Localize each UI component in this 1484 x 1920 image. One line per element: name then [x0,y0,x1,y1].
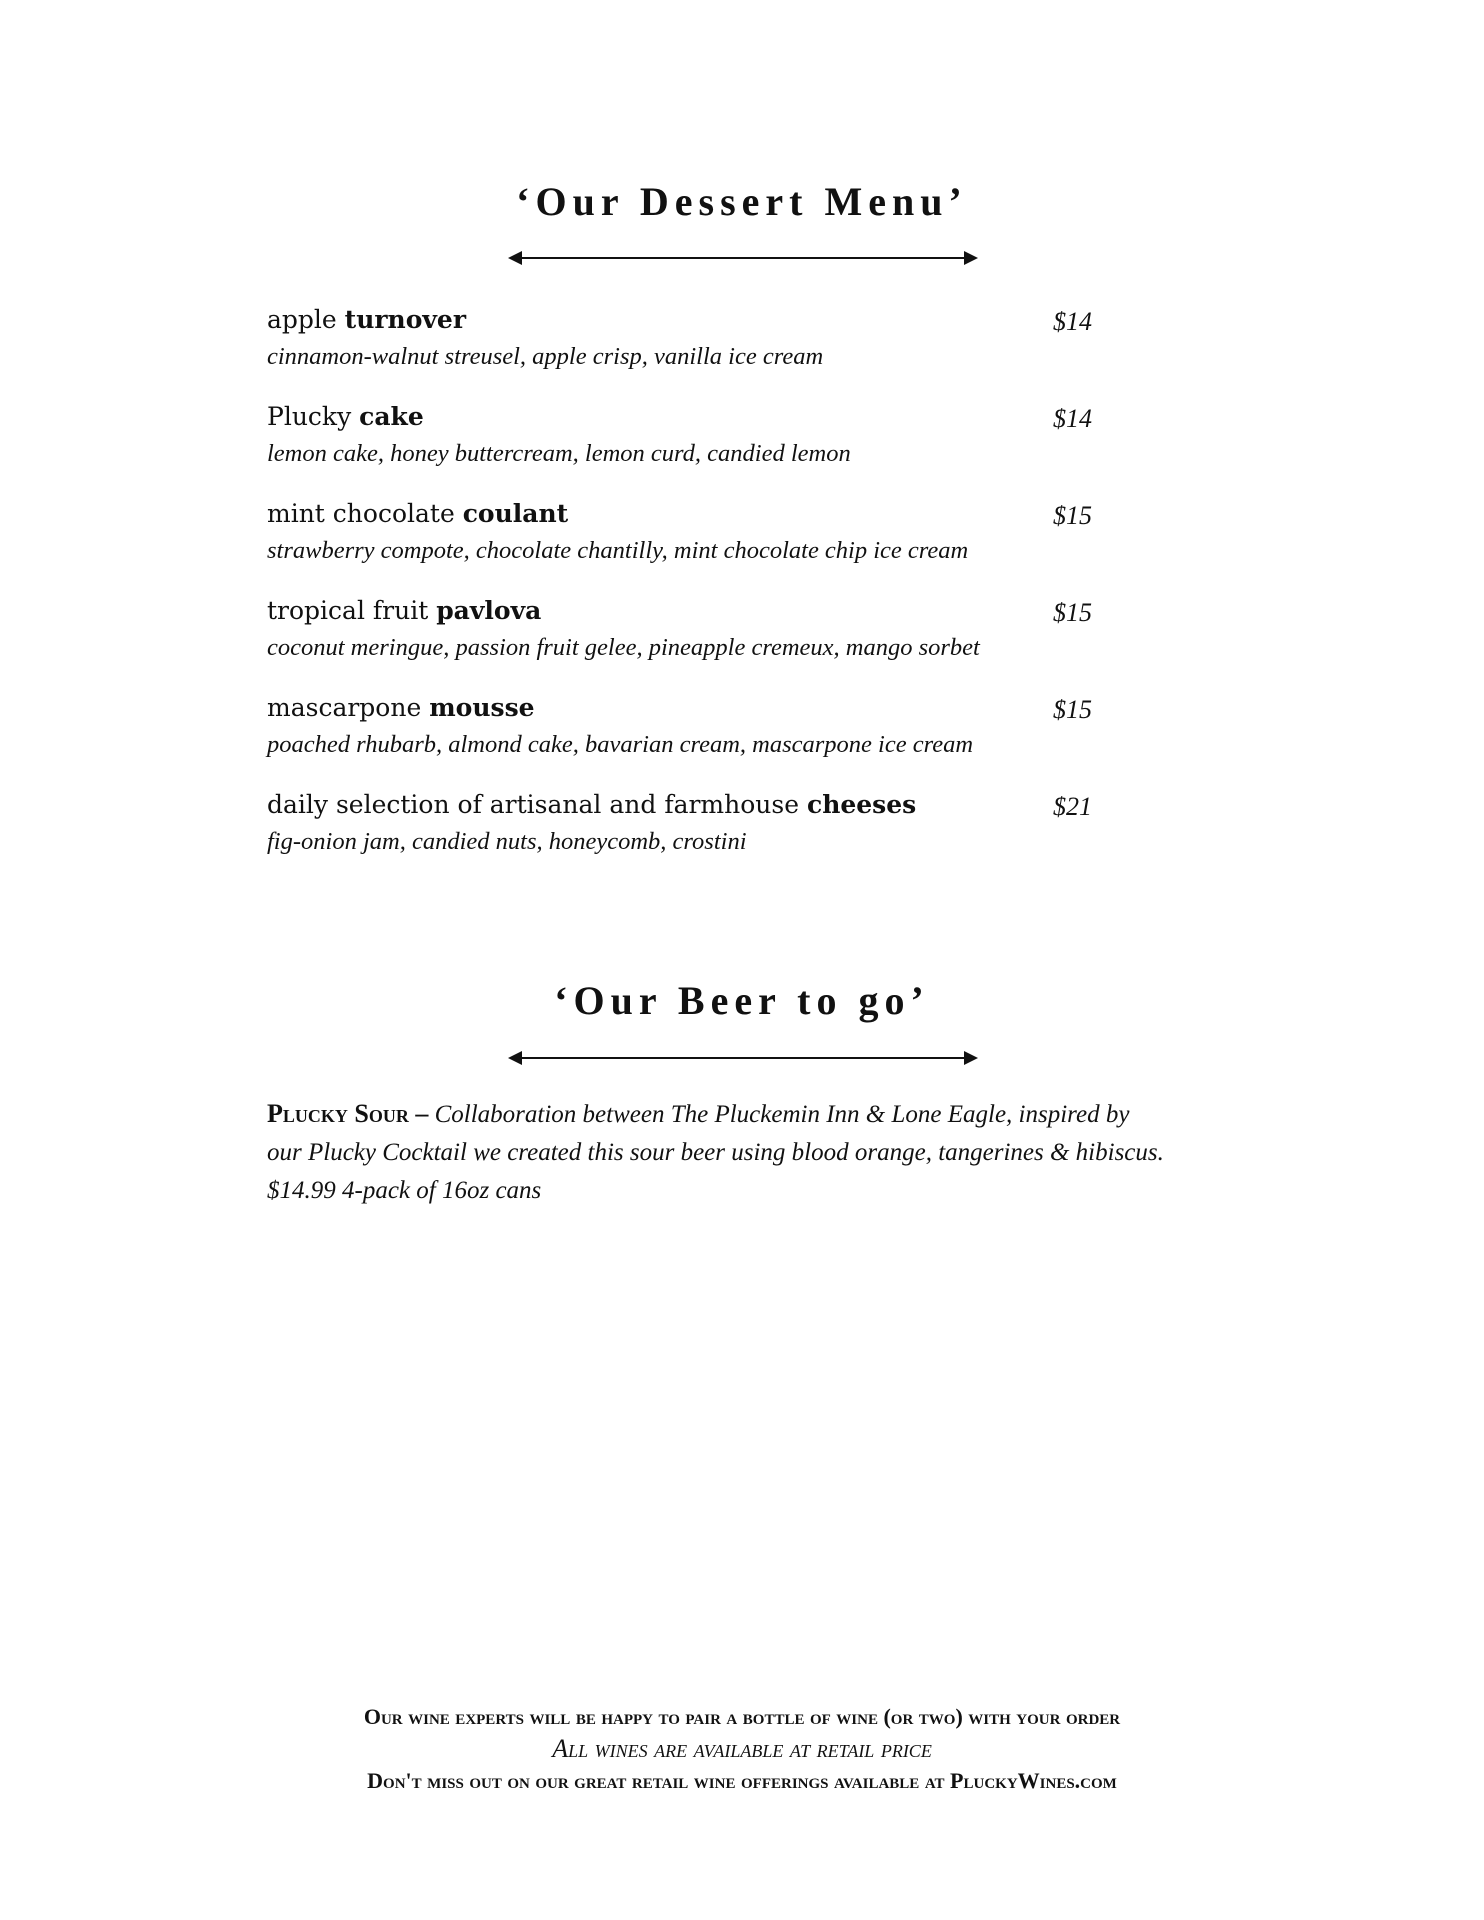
item-name: apple turnover [267,305,467,334]
item-description: poached rhubarb, almond cake, bavarian cream, mascarpone ice cream [267,731,974,758]
footer-notes [0,1702,1484,1796]
item-name: tropical fruit pavlova [267,596,542,625]
dessert-item-cake [267,402,1107,472]
beer-line-1: Plucky Sour – Collaboration between The Pluckemin Inn & Lone Eagle, inspired by [267,1099,1130,1128]
dessert-item-cheeses [267,790,1107,860]
item-price: $21 [1053,792,1092,821]
item-price: $15 [1053,501,1092,530]
beer-name: Plucky Sour – [267,1099,429,1128]
dessert-menu-title: ‘Our Dessert Menu’ [516,179,968,224]
item-name: mint chocolate coulant [267,499,569,528]
item-description: cinnamon-walnut streusel, apple crisp, vanilla ice cream [267,343,824,370]
beer-price-line: $14.99 4-pack of 16oz cans [267,1177,542,1204]
dessert-item-coulant [267,499,1107,569]
item-description: fig-onion jam, candied nuts, honeycomb, crostini [267,828,747,855]
beer-line-2: our Plucky Cocktail we created this sour beer using blood orange, tangerines & hibiscus. [267,1139,1164,1166]
item-name: daily selection of artisanal and farmhouse cheeses [267,790,917,819]
item-description: strawberry compote, chocolate chantilly, mint chocolate chip ice cream [267,537,969,564]
dessert-list [267,305,1107,860]
item-price: $14 [1053,307,1092,336]
item-description: coconut meringue, passion fruit gelee, pineapple cremeux, mango sorbet [267,634,980,661]
double-arrow-divider-icon [508,1048,978,1068]
item-name: mascarpone mousse [267,693,535,722]
item-price: $15 [1053,598,1092,627]
beer-to-go-title: ‘Our Beer to go’ [554,978,930,1023]
footer-retail-price: All wines are available at retail price [552,1734,932,1763]
footer-website: Don't miss out on our great retail wine offerings available at PluckyWines.com [367,1768,1117,1793]
double-arrow-divider-icon [508,248,978,268]
item-name: Plucky cake [267,402,424,431]
item-description: lemon cake, honey buttercream, lemon curd, candied lemon [267,440,851,467]
dessert-item-turnover [267,305,1107,375]
dessert-item-pavlova [267,596,1107,666]
item-price: $15 [1053,695,1092,724]
footer-wine-pairing: Our wine experts will be happy to pair a bottle of wine (or two) with your order [363,1704,1121,1729]
dessert-item-mousse [267,693,1107,763]
beer-description [267,1095,1227,1210]
item-price: $14 [1053,404,1092,433]
